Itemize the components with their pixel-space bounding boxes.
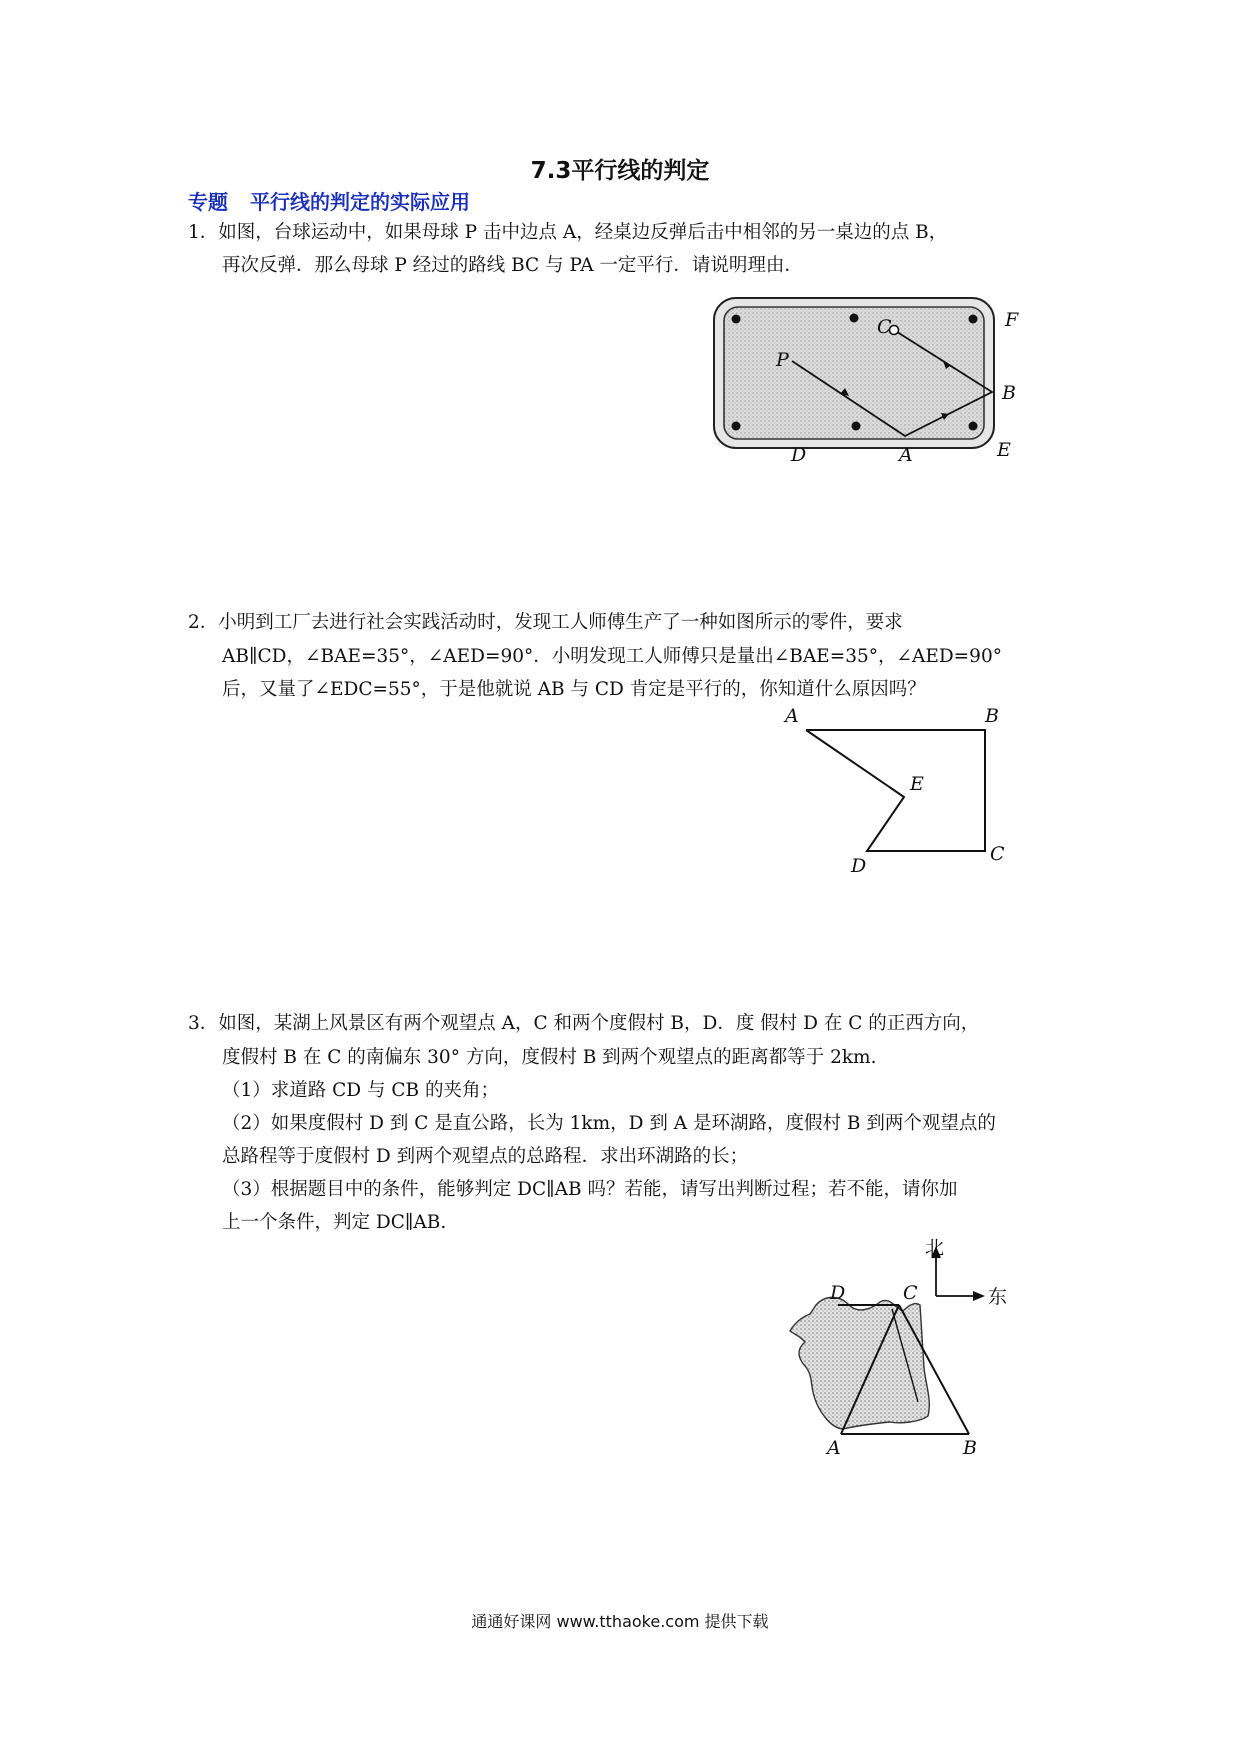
q2-line-2: AB∥CD，∠BAE=35°，∠AED=90°．小明发现工人师傅只是量出∠BAE=35°，∠AED=90° — [222, 646, 1002, 667]
billiard-figure — [712, 296, 1042, 475]
label-d: D — [830, 1282, 846, 1304]
label-east: 东 — [988, 1286, 1008, 1308]
part-outline — [806, 730, 985, 851]
label-b: B — [963, 1437, 977, 1459]
label-c: C — [877, 316, 892, 338]
lake-figure — [760, 1236, 1020, 1465]
pocket-top-left — [732, 315, 741, 324]
q3-line-3: （1）求道路 CD 与 CB 的夹角； — [222, 1080, 500, 1101]
page-title: 7.3平行线的判定 — [530, 158, 710, 184]
part-figure — [774, 700, 1014, 879]
label-e: E — [997, 439, 1011, 461]
label-a: A — [827, 1437, 841, 1459]
label-e: E — [910, 773, 924, 795]
pocket-bottom-right — [969, 422, 978, 431]
label-c: C — [990, 843, 1005, 865]
label-north: 北 — [925, 1237, 945, 1259]
q3-line-2: 度假村 B 在 C 的南偏东 30° 方向，度假村 B 到两个观望点的距离都等于 2km. — [222, 1047, 877, 1068]
q3-line-6: （3）根据题目中的条件，能够判定 DC∥AB 吗？若能，请写出判断过程；若不能，请你加 — [222, 1179, 958, 1200]
q3-line-7: 上一个条件，判定 DC∥AB. — [222, 1212, 447, 1233]
label-a: A — [785, 705, 799, 727]
q3-line-5: 总路程等于度假村 D 到两个观望点的总路程．求出环湖路的长； — [222, 1146, 749, 1167]
q1-line-2: 再次反弹．那么母球 P 经过的路线 BC 与 PA 一定平行．请说明理由． — [222, 255, 803, 276]
pocket-bottom-left — [732, 422, 741, 431]
label-d: D — [791, 444, 807, 466]
topic-label: 专题 — [188, 190, 228, 214]
billiard-diagram — [712, 296, 1042, 471]
topic-text: 平行线的判定的实际应用 — [250, 190, 470, 214]
label-a: A — [899, 444, 913, 466]
pocket-top-middle — [850, 314, 859, 323]
lake-shape — [790, 1297, 929, 1429]
q2-line-3: 后，又量了∠EDC=55°，于是他就说 AB 与 CD 肯定是平行的，你知道什么原因吗？ — [222, 679, 926, 700]
footer-text: 通通好课网 www.tthaoke.com 提供下载 — [471, 1612, 769, 1631]
q1-line-1: 1．如图，台球运动中，如果母球 P 击中边点 A，经桌边反弹后击中相邻的另一桌边的点 B， — [188, 222, 948, 243]
part-diagram — [774, 700, 1014, 875]
label-c: C — [903, 1282, 918, 1304]
east-arrow-head — [973, 1291, 985, 1301]
topic-heading — [188, 186, 470, 215]
lake-diagram — [760, 1236, 1020, 1461]
q2-line-1: 2．小明到工厂去进行社会实践活动时，发现工人师傅生产了一种如图所示的零件，要求 — [188, 612, 903, 633]
label-p: P — [776, 349, 789, 371]
pocket-top-right — [969, 315, 978, 324]
label-f: F — [1005, 309, 1019, 331]
label-b: B — [1002, 382, 1016, 404]
q3-line-4: （2）如果度假村 D 到 C 是直公路，长为 1km，D 到 A 是环湖路，度假村 B 到两个观望点的 — [222, 1113, 996, 1134]
label-d: D — [851, 855, 867, 875]
table-felt — [724, 307, 984, 439]
pocket-bottom-middle — [852, 422, 861, 431]
label-b: B — [985, 705, 999, 727]
q3-line-1: 3．如图，某湖上风景区有两个观望点 A，C 和两个度假村 B，D．度 假村 D 在 C 的正西方向， — [188, 1013, 980, 1034]
